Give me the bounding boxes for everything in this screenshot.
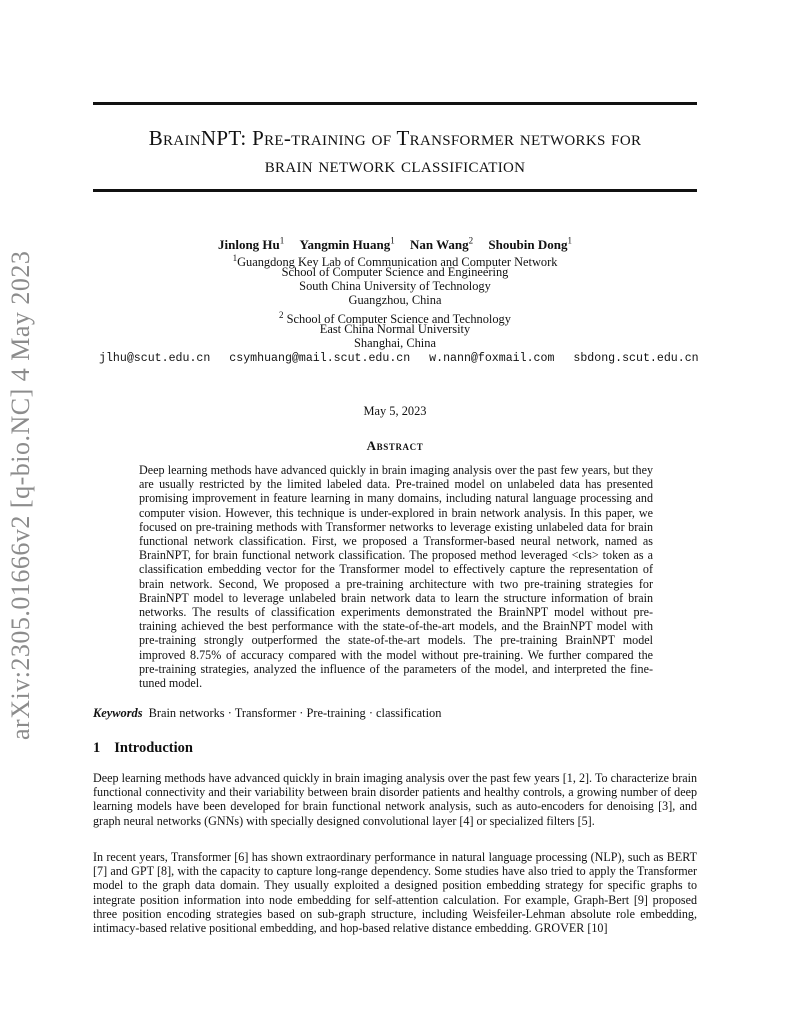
affiliation-line	[93, 293, 697, 307]
affiliation-text: East China Normal University	[319, 322, 471, 336]
affiliation-text: School of Computer Science and Technology	[283, 312, 511, 327]
abstract-text: Deep learning methods have advanced quickly in brain imaging analysis over the past few years, but they are usually restricted by the limited labeled data. Pre-trained model on unlabeled data has presented promising improvement in feature learning in many domains, including natural language processing and computer vision. However, this technique is under-explored in brain network analysis. In this paper, we focused on pre-training methods with Transformer networks to leverage existing unlabeled data for brain functional network classification. First, we proposed a Transformer-based neural network, named as BrainNPT, for brain functional network classification. The proposed method leveraged <cls> token as a classification embedding vector for the Transformer model to effectively capture the representation of brain network. Second, We proposed a pre-training architecture with two pre-training strategies for BrainNPT model to leverage unlabeled brain network data to learn the structure information of brain networks. The results of classification experiments demonstrated the BrainNPT model without pre-training achieved the best performance with the state-of-the-art models, and the BrainNPT model with pre-training strongly outperformed the state-of-the-art models. The pre-training BrainNPT model improved 8.75% of accuracy compared with the model without pre-training. We further compared the pre-training strategies, analyzed the influence of the parameters of the model, and interpreted the fine-tuned model.	[139, 463, 653, 691]
author-emails	[93, 352, 697, 365]
affiliation-text: Guangzhou, China	[348, 293, 442, 307]
author-name: Shoubin Dong	[488, 237, 568, 253]
section-heading	[93, 740, 697, 757]
author-affiliation-mark: 1	[567, 236, 572, 246]
section-title: Introduction	[114, 740, 193, 756]
keywords-label: Keywords	[93, 706, 143, 720]
author-name: Nan Wang	[409, 237, 469, 253]
paper-title	[93, 125, 697, 179]
email-link[interactable]: csymhuang@mail.scut.edu.cn	[229, 352, 411, 365]
publication-date: May 5, 2023	[363, 404, 427, 418]
author-affiliation-mark: 1	[390, 236, 395, 246]
affiliation-mark: 2	[279, 310, 284, 320]
email-link[interactable]: sbdong.scut.edu.cn	[573, 352, 699, 365]
title-rule-top	[93, 102, 697, 105]
paper-title-line-1: BrainNPT: Pre-training of Transformer networks for	[148, 126, 642, 150]
affiliation-line	[93, 336, 697, 350]
affiliation-line	[93, 322, 697, 336]
affiliation-text: Shanghai, China	[354, 336, 436, 350]
affiliation-text: School of Computer Science and Engineering	[281, 265, 509, 279]
title-rule-bottom	[93, 189, 697, 192]
affiliation-text: Guangdong Key Lab of Communication and Computer Network	[237, 255, 558, 270]
keywords-text: Brain networks · Transformer · Pre-training · classification	[148, 706, 442, 720]
author-affiliation-mark: 1	[279, 236, 285, 246]
author-affiliation-mark: 2	[468, 236, 474, 246]
author-name: Jinlong Hu	[218, 237, 280, 253]
email-link[interactable]: jlhu@scut.edu.cn	[99, 352, 211, 365]
email-link[interactable]: w.nann@foxmail.com	[429, 352, 555, 365]
body-paragraph: In recent years, Transformer [6] has shown extraordinary performance in natural language processing (NLP), such as BERT [7] and GPT [8], with the capacity to capture long-range dependency. Some studies have also tried to apply the Transformer model to the graph data domain. They usually exploited a designed position embedding strategy for specific graphs to integrate position information into node embedding for self-attention calculation. For example, Graph-Bert [9] proposed three position encoding strategies based on sub-graph structure, including Weisfeiler-Lehman absolute role embedding, intimacy-based relative positional embedding, and hop-based relative distance embedding. GROVER [10]	[93, 850, 697, 936]
keywords	[93, 706, 697, 721]
section-number: 1	[93, 740, 101, 756]
abstract-heading: Abstract	[366, 438, 424, 453]
affiliation-text: South China University of Technology	[299, 279, 491, 293]
body-paragraph: Deep learning methods have advanced quickly in brain imaging analysis over the past few years [1, 2]. To characterize brain functional connectivity and their variability between brain disorder patients and healthy controls, a growing number of deep learning models have been developed for brain functional network analysis, such as auto-encoders for denoising [3], and graph neural networks (GNNs) with specially designed convolutional layer [4] or specialized filters [5].	[93, 771, 697, 828]
affiliation-mark: 1	[232, 253, 238, 263]
paper-title-line-2: brain network classification	[264, 153, 526, 177]
arxiv-identifier: arXiv:2305.01666v2 [q-bio.NC] 4 May 2023	[6, 250, 35, 740]
affiliation-line	[93, 279, 697, 293]
affiliation-line	[93, 265, 697, 279]
author-name: Yangmin Huang	[299, 237, 391, 253]
